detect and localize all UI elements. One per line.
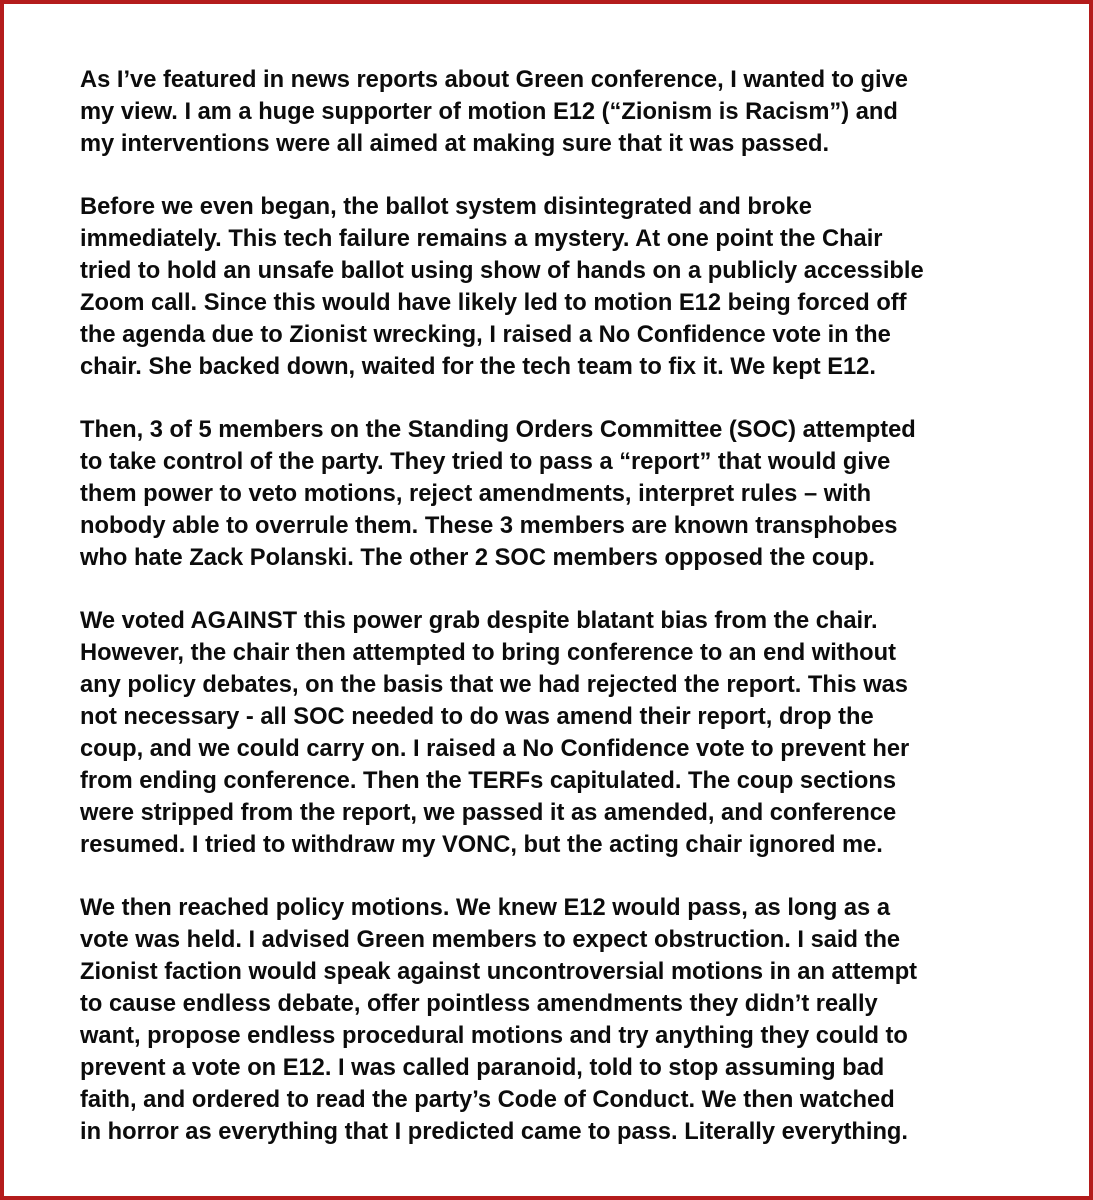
text-line: any policy debates, on the basis that we had rejected the report. This was: [80, 672, 908, 698]
text-line: Zoom call. Since this would have likely led to motion E12 being forced off: [80, 290, 907, 316]
text-line: were stripped from the report, we passed it as amended, and conference: [80, 800, 897, 826]
text-line: coup, and we could carry on. I raised a No Confidence vote to prevent her: [80, 736, 910, 762]
text-line: to take control of the party. They tried to pass a “report” that would give: [80, 449, 891, 475]
paragraph-intro: [80, 64, 1030, 160]
text-line: immediately. This tech failure remains a mystery. At one point the Chair: [80, 226, 883, 252]
paragraph-vote-against: [80, 605, 1030, 861]
text-line: not necessary - all SOC needed to do was amend their report, drop the: [80, 704, 874, 730]
text-line: them power to veto motions, reject amendments, interpret rules – with: [80, 481, 872, 507]
text-line: who hate Zack Polanski. The other 2 SOC members opposed the coup.: [80, 545, 876, 571]
text-line: nobody able to overrule them. These 3 members are known transphobes: [80, 513, 898, 539]
text-line: resumed. I tried to withdraw my VONC, but the acting chair ignored me.: [80, 832, 883, 858]
text-line: from ending conference. Then the TERFs capitulated. The coup sections: [80, 768, 897, 794]
text-line: want, propose endless procedural motions and try anything they could to: [80, 1023, 908, 1049]
text-line: my view. I am a huge supporter of motion E12 (“Zionism is Racism”) and: [80, 99, 898, 125]
text-line: We then reached policy motions. We knew E12 would pass, as long as a: [80, 895, 890, 921]
text-line: the agenda due to Zionist wrecking, I raised a No Confidence vote in the: [80, 322, 891, 348]
text-line: to cause endless debate, offer pointless amendments they didn’t really: [80, 991, 878, 1017]
text-line: Then, 3 of 5 members on the Standing Orders Committee (SOC) attempted: [80, 417, 916, 443]
paragraph-soc: [80, 414, 1030, 574]
text-line: in horror as everything that I predicted came to pass. Literally everything.: [80, 1119, 908, 1145]
text-line: my interventions were all aimed at making sure that it was passed.: [80, 131, 830, 157]
text-line: tried to hold an unsafe ballot using show of hands on a publicly accessible: [80, 258, 924, 284]
text-line: vote was held. I advised Green members to expect obstruction. I said the: [80, 927, 901, 953]
paragraph-policy-motions: [80, 892, 1030, 1148]
text-line: We voted AGAINST this power grab despite blatant bias from the chair.: [80, 608, 878, 634]
text-line: faith, and ordered to read the party’s Code of Conduct. We then watched: [80, 1087, 895, 1113]
text-line: Zionist faction would speak against uncontroversial motions in an attempt: [80, 959, 918, 985]
text-line: Before we even began, the ballot system disintegrated and broke: [80, 194, 812, 220]
text-line: prevent a vote on E12. I was called paranoid, told to stop assuming bad: [80, 1055, 885, 1081]
paragraph-ballot-system: [80, 191, 1030, 383]
text-line: As I’ve featured in news reports about Green conference, I wanted to give: [80, 67, 908, 93]
text-line: chair. She backed down, waited for the tech team to fix it. We kept E12.: [80, 354, 876, 380]
text-line: However, the chair then attempted to bring conference to an end without: [80, 640, 896, 666]
document-body: [80, 64, 1030, 1179]
